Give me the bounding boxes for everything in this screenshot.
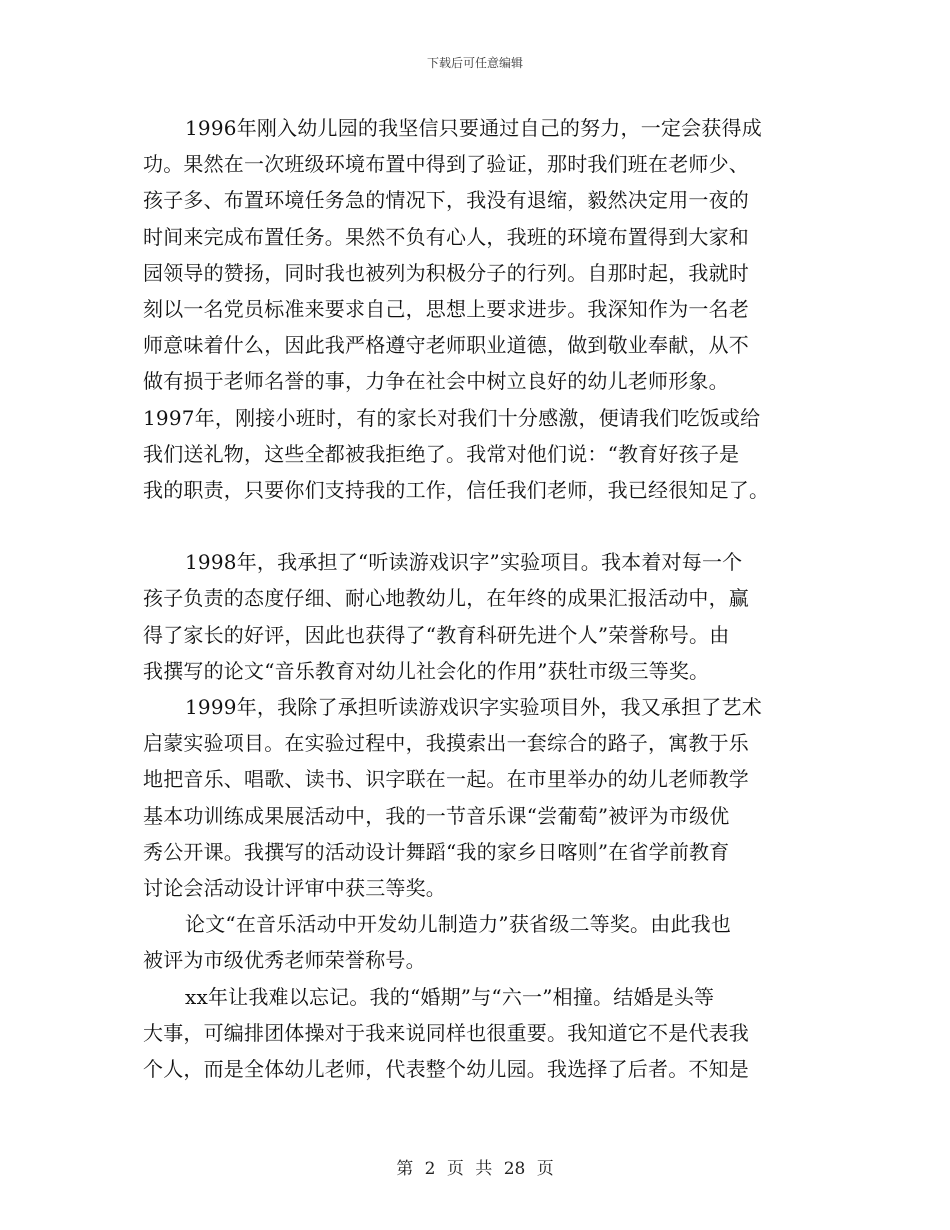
page-header: 下载后可任意编辑 [426,56,523,70]
paragraph-line: 得了家长的好评，因此也获得了“教育科研先进个人”荣誉称号。由 [143,622,730,647]
paragraph-line: 秀公开课。我撰写的活动设计舞蹈“我的家乡日喀则”在省学前教育 [143,839,730,864]
paragraph-line: 孩子多、布置环境任务急的情况下，我没有退缩，毅然决定用一夜的 [143,188,749,213]
paragraph-line: 1999年，我除了承担听读游戏识字实验项目外，我又承担了艺术 [185,695,762,719]
paragraph-line: 启蒙实验项目。在实验过程中，我摸索出一套综合的路子，寓教于乐 [143,731,749,756]
paragraph-line: 我的职责，只要你们支持我的工作，信任我们老师，我已经很知足了。 [143,477,770,502]
document-body [143,110,813,1087]
paragraph-line: 功。果然在一次班级环境布置中得到了验证，那时我们班在老师少、 [143,152,749,177]
page-footer: 第 2 页 共 28 页 [396,1159,554,1179]
paragraph-line: 1997年，刚接小班时，有的家长对我们十分感激，便请我们吃饭或给 [143,405,761,430]
paragraph-line: 园领导的赞扬，同时我也被列为积极分子的行列。自那时起，我就时 [143,260,749,285]
paragraph-line: 孩子负责的态度仔细、耐心地教幼儿，在年终的成果汇报活动中，赢 [143,586,749,611]
paragraph-line: 时间来完成布置任务。果然不负有心人，我班的环境布置得到大家和 [143,224,749,249]
paragraph-line: 1998年，我承担了“听读游戏识字”实验项目。我本着对每一个 [185,550,743,575]
paragraph-line: 地把音乐、唱歌、读书、识字联在一起。在市里举办的幼儿老师教学 [143,767,749,792]
paragraph-line: 刻以一名党员标准来要求自己，思想上要求进步。我深知作为一名老 [143,296,749,321]
paragraph-line: 师意味着什么，因此我严格遵守老师职业道德，做到敬业奉献，从不 [143,333,749,358]
paragraph-line: 大事，可编排团体操对于我来说同样也很重要。我知道它不是代表我 [143,1020,749,1045]
paragraph-line: 讨论会活动设计评审中获三等奖。 [143,875,446,900]
paragraph-line: 做有损于老师名誉的事，力争在社会中树立良好的幼儿老师形象。 [143,369,729,394]
paragraph-line: 被评为市级优秀老师荣誉称号。 [143,948,426,973]
paragraph-line: 论文“在音乐活动中开发幼儿制造力”获省级二等奖。由此我也 [185,912,732,937]
paragraph-gap [143,508,813,544]
paragraph-line: 我撰写的论文“音乐教育对幼儿社会化的作用”获牡市级三等奖。 [143,658,710,683]
paragraph-line: 个人，而是全体幼儿老师，代表整个幼儿园。我选择了后者。不知是 [143,1056,749,1081]
paragraph-line: xx年让我难以忘记。我的“婚期”与“六一”相撞。结婚是头等 [185,984,715,1009]
paragraph-line: 基本功训练成果展活动中，我的一节音乐课“尝葡萄”被评为市级优 [143,803,730,828]
paragraph-line: 我们送礼物，这些全都被我拒绝了。我常对他们说：“教育好孩子是 [143,441,740,466]
paragraph-line: 1996年刚入幼儿园的我坚信只要通过自己的努力，一定会获得成 [185,116,762,140]
